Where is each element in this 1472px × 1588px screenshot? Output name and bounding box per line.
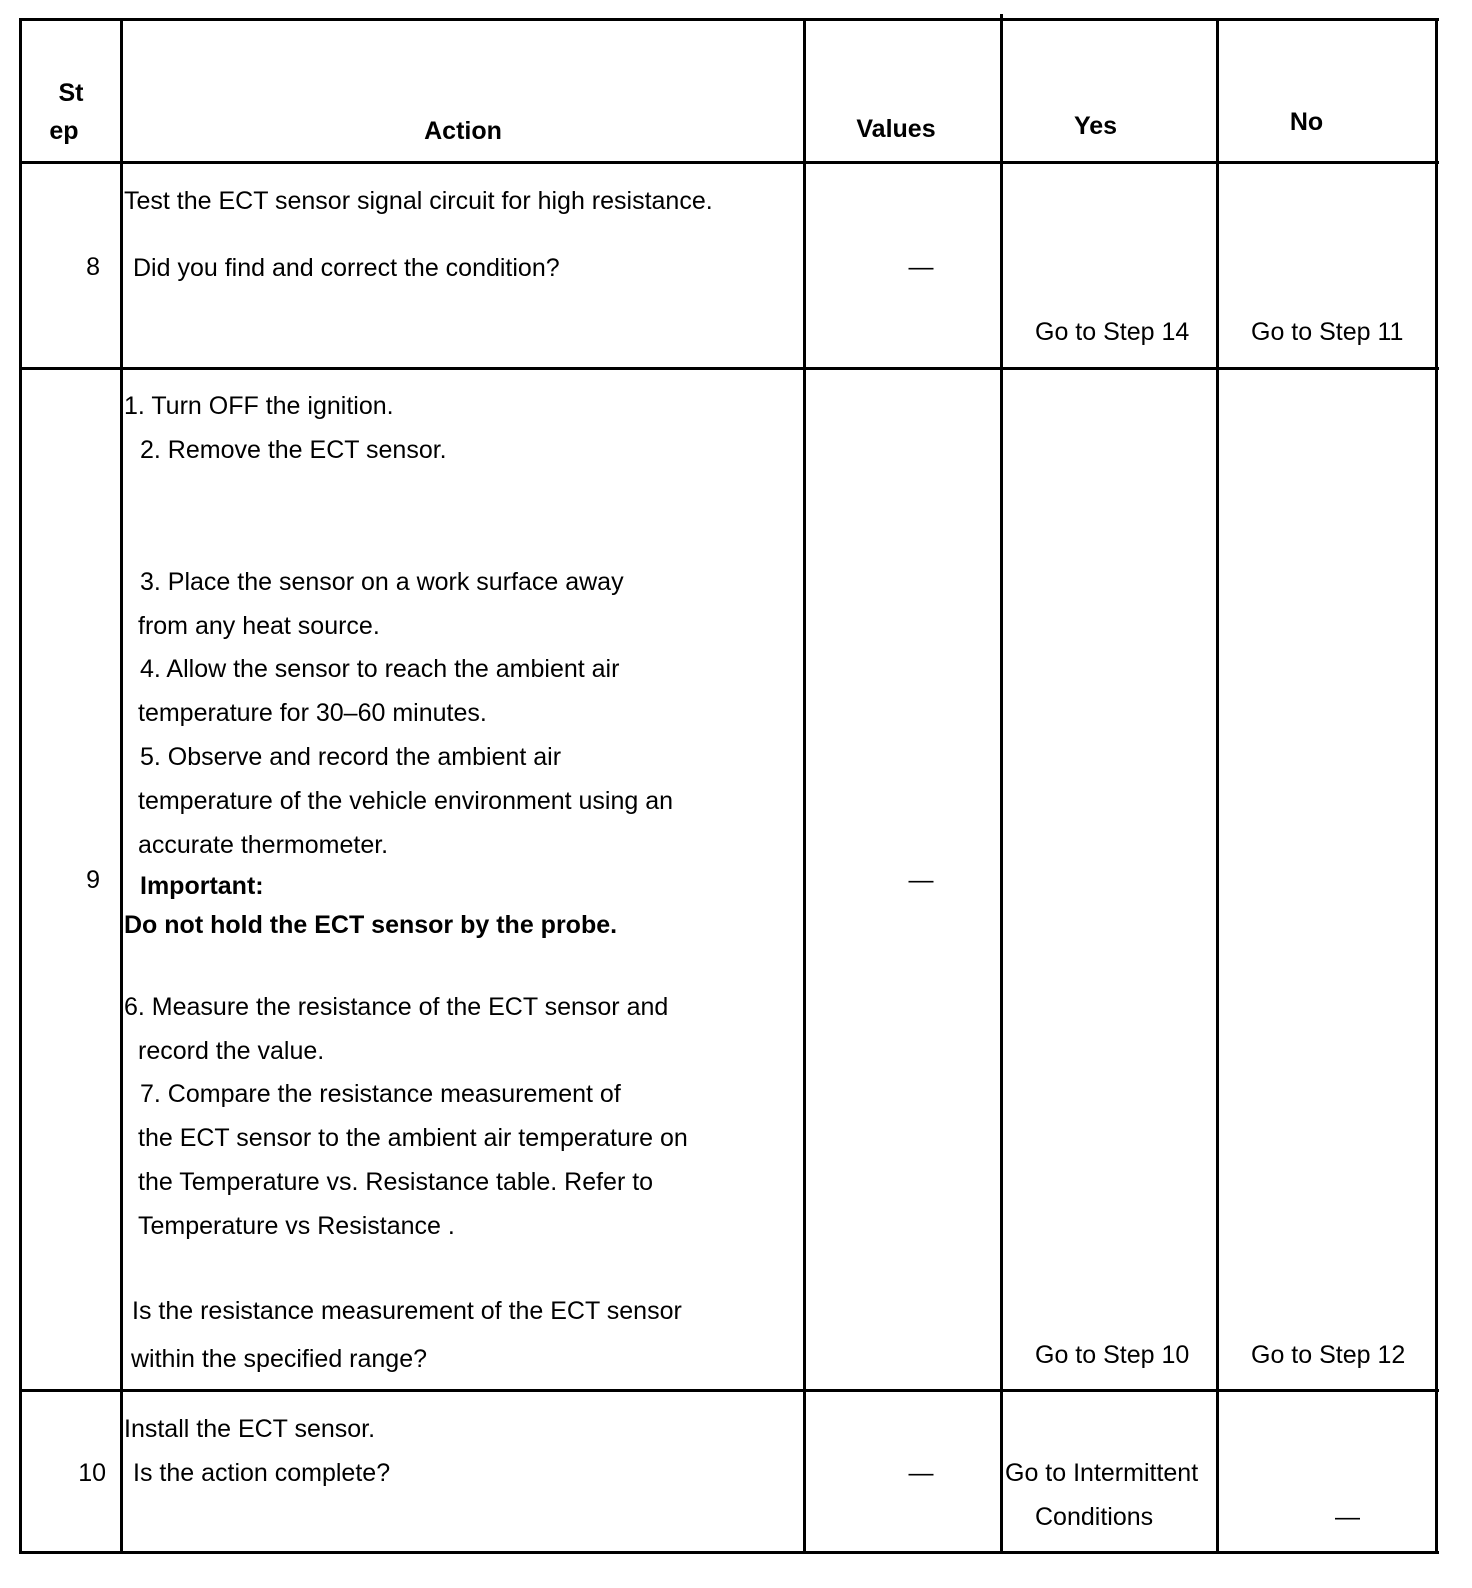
header-step-line2: ep [49, 117, 79, 145]
header-divider [19, 161, 1439, 164]
action-line: record the value. [138, 1037, 325, 1065]
column-divider-action-values [803, 18, 806, 1554]
yes-cell: Conditions [1035, 1503, 1154, 1531]
yes-cell: Go to Intermittent [1005, 1459, 1199, 1487]
header-values: Values [856, 115, 936, 143]
yes-cell: Go to Step 10 [1035, 1341, 1190, 1369]
action-line: Did you find and correct the condition? [133, 254, 560, 282]
action-line: temperature of the vehicle environment using an [138, 787, 674, 815]
action-line: the ECT sensor to the ambient air temperature on [138, 1124, 688, 1152]
step-number-10: 10 [78, 1459, 106, 1487]
step-number-9: 9 [86, 866, 100, 894]
action-line: Is the resistance measurement of the ECT sensor [132, 1297, 682, 1325]
step-number-8: 8 [86, 253, 100, 281]
yes-cell: Go to Step 14 [1035, 318, 1190, 346]
table-border-right [1435, 18, 1438, 1554]
header-step-line1: St [58, 79, 84, 107]
no-cell: — [1335, 1503, 1360, 1531]
table-border-left [19, 18, 22, 1554]
action-line: 2. Remove the ECT sensor. [140, 436, 447, 464]
column-divider-step-action [120, 18, 123, 1554]
no-cell: Go to Step 11 [1251, 318, 1404, 346]
action-line: 5. Observe and record the ambient air [140, 743, 562, 771]
action-line: the Temperature vs. Resistance table. Refer to [138, 1168, 654, 1196]
values-cell: — [908, 253, 934, 281]
action-line: from any heat source. [138, 612, 380, 640]
important-label: Important: [140, 872, 264, 900]
row-divider-9-10 [19, 1389, 1439, 1392]
values-cell: — [908, 1459, 934, 1487]
action-line: within the specified range? [131, 1345, 428, 1373]
action-line: 7. Compare the resistance measurement of [140, 1080, 621, 1108]
action-line: 6. Measure the resistance of the ECT sensor and [124, 993, 669, 1021]
action-line: 3. Place the sensor on a work surface away [140, 568, 624, 596]
no-cell: Go to Step 12 [1251, 1341, 1406, 1369]
action-line: Is the action complete? [133, 1459, 391, 1487]
column-divider-yes-no [1216, 18, 1219, 1554]
action-line: 4. Allow the sensor to reach the ambient air [140, 655, 620, 683]
action-line: 1. Turn OFF the ignition. [124, 392, 394, 420]
table-border-bottom [19, 1551, 1439, 1554]
header-yes: Yes [1073, 112, 1118, 140]
row-divider-8-9 [19, 367, 1439, 370]
header-no: No [1289, 108, 1324, 136]
header-action: Action [424, 117, 502, 145]
action-line: accurate thermometer. [138, 831, 389, 859]
important-note: Do not hold the ECT sensor by the probe. [124, 911, 618, 939]
action-line: temperature for 30–60 minutes. [138, 699, 487, 727]
action-line: Install the ECT sensor. [124, 1415, 376, 1443]
action-line: Test the ECT sensor signal circuit for high resistance. [124, 187, 713, 215]
column-divider-values-yes [1000, 14, 1003, 1554]
table-border-top [19, 18, 1439, 21]
action-line: Temperature vs Resistance . [138, 1212, 455, 1240]
values-cell: — [908, 866, 934, 894]
